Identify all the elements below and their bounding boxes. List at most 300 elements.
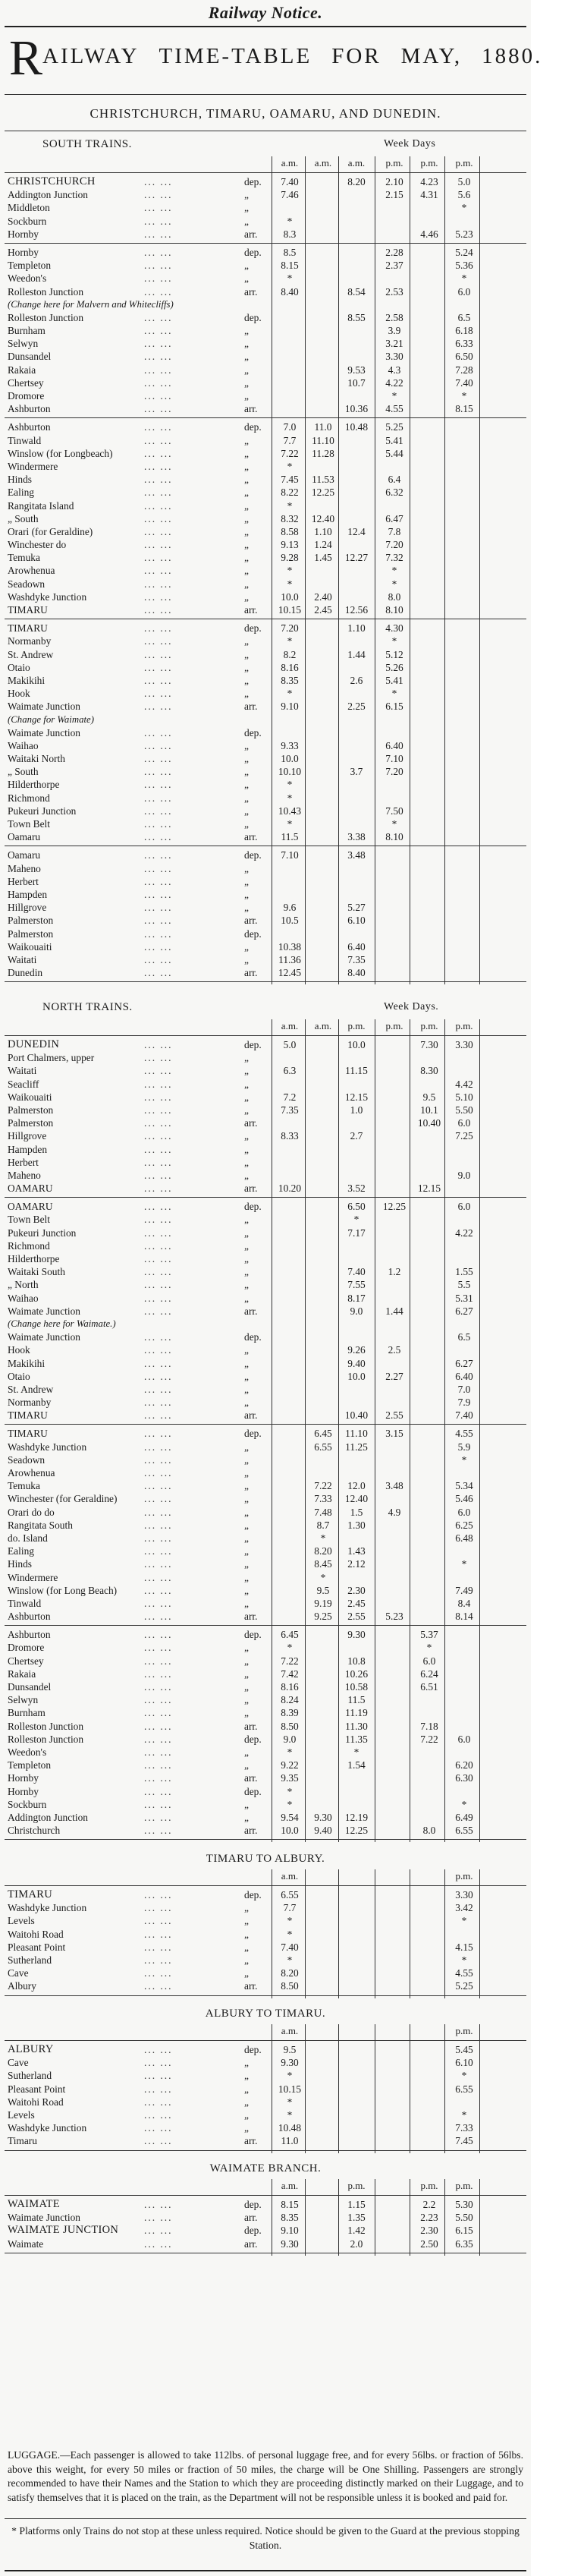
time-cell: 7.45 — [281, 474, 299, 486]
arr-dep-label: arr. — [244, 967, 258, 979]
leader-dots: ... ... — [144, 2237, 173, 2250]
time-header-row — [5, 2024, 526, 2038]
timetable-row — [5, 862, 526, 875]
time-cell: 6.51 — [420, 1681, 438, 1693]
timetable-row — [5, 1441, 526, 1453]
leader-dots: ... ... — [144, 1611, 173, 1623]
station-name: Waimate — [8, 2237, 44, 2250]
time-cell: 12.0 — [347, 1480, 366, 1492]
arr-dep-label: „ — [244, 434, 249, 446]
arr-dep-label: dep. — [244, 2225, 262, 2237]
time-cell: 7.40 — [455, 1409, 473, 1422]
title-word: FOR — [331, 44, 381, 68]
time-cell: 6.0 — [457, 1201, 471, 1213]
header-rule — [5, 2195, 526, 2196]
leader-dots: ... ... — [144, 1545, 173, 1557]
time-cell: 1.30 — [347, 1519, 366, 1531]
time-cell: 8.32 — [281, 512, 299, 524]
timetable-row — [5, 246, 526, 259]
leader-dots: ... ... — [144, 565, 173, 577]
time-cell: 8.20 — [314, 1545, 332, 1557]
time-cell: 12.45 — [278, 967, 302, 979]
leader-dots: ... ... — [144, 701, 173, 713]
time-cell: 9.26 — [347, 1344, 366, 1356]
timetable-row — [5, 635, 526, 647]
timetable-row — [5, 1331, 526, 1343]
timetable-row — [5, 1720, 526, 1733]
station-name: Addington Junction — [8, 1811, 89, 1823]
arr-dep-label: dep. — [244, 726, 262, 738]
timetable-row — [5, 337, 526, 350]
timetable-row — [5, 175, 526, 188]
station-name: Washdyke Junction — [8, 1902, 87, 1914]
station-name: Weedon's — [8, 272, 47, 285]
leader-dots: ... ... — [144, 1239, 173, 1252]
time-cell: 6.27 — [455, 1357, 473, 1369]
leader-dots: ... ... — [144, 1954, 173, 1966]
time-cell: 2.30 — [420, 2225, 438, 2237]
time-cell: * — [353, 1746, 359, 1758]
timetable-row — [5, 499, 526, 512]
time-cell: 8.40 — [347, 967, 366, 979]
timetable-row — [5, 765, 526, 778]
time-cell: 3.42 — [455, 1902, 473, 1914]
period-label: a.m. — [314, 1020, 332, 1031]
arr-dep-label: „ — [244, 1655, 249, 1667]
arr-dep-label: „ — [244, 1597, 249, 1609]
time-cell: 11.25 — [345, 1441, 368, 1453]
arr-dep-label: arr. — [244, 1980, 258, 1992]
leader-dots: ... ... — [144, 434, 173, 446]
header-rule — [5, 172, 526, 173]
time-cell: 9.5 — [422, 1091, 436, 1103]
waimate-branch-timetable — [5, 2179, 526, 2256]
time-cell: 9.30 — [314, 1811, 332, 1823]
station-name: Rakaia — [8, 1667, 36, 1680]
timetable-row — [5, 1979, 526, 1992]
timetable-row — [5, 1078, 526, 1091]
arr-dep-label: arr. — [244, 1117, 258, 1129]
leader-dots: ... ... — [144, 1825, 173, 1837]
time-cell: 10.0 — [347, 1039, 366, 1050]
leader-dots: ... ... — [144, 2135, 173, 2147]
arr-dep-label: dep. — [244, 176, 262, 187]
time-cell: 6.40 — [347, 940, 366, 953]
station-name: Town Belt — [8, 818, 50, 830]
column-rule — [338, 156, 339, 984]
time-cell: 6.24 — [420, 1667, 438, 1680]
arr-dep-label: „ — [244, 1156, 249, 1168]
time-cell: 10.1 — [420, 1104, 438, 1116]
leader-dots: ... ... — [144, 2070, 173, 2082]
leader-dots: ... ... — [144, 2096, 173, 2108]
timetable-row — [5, 1584, 526, 1597]
arr-dep-label: „ — [244, 1214, 249, 1226]
arr-dep-label: „ — [244, 1065, 249, 1077]
time-cell: 6.0 — [457, 1733, 471, 1745]
time-cell: 2.5 — [388, 1344, 401, 1356]
station-name: Waikouaiti — [8, 1091, 52, 1103]
column-rule — [338, 2179, 339, 2256]
leader-dots: ... ... — [144, 1532, 173, 1544]
timetable-row — [5, 1680, 526, 1693]
time-header-row — [5, 1869, 526, 1883]
leader-dots: ... ... — [144, 285, 173, 298]
time-cell: * — [320, 1532, 326, 1544]
column-rule — [338, 1869, 339, 1998]
time-cell: 6.15 — [455, 2225, 473, 2237]
column-rule — [444, 1869, 445, 1998]
timetable-row — [5, 1182, 526, 1195]
time-cell: 7.20 — [385, 766, 403, 778]
arr-dep-label: arr. — [244, 2237, 258, 2250]
timetable-row — [5, 1746, 526, 1759]
leader-dots: ... ... — [144, 1292, 173, 1304]
station-name: Waitati — [8, 1065, 37, 1077]
station-name: Hampden — [8, 1143, 48, 1155]
time-cell: 7.46 — [281, 189, 299, 201]
arr-dep-label: „ — [244, 1253, 249, 1264]
time-cell: 7.50 — [385, 805, 403, 817]
station-name: Pleasant Point — [8, 2083, 66, 2095]
leader-dots: ... ... — [144, 390, 173, 402]
arr-dep-label: dep. — [244, 2044, 262, 2055]
leader-dots: ... ... — [144, 260, 173, 272]
leader-dots: ... ... — [144, 1667, 173, 1680]
leader-dots: ... ... — [144, 1629, 173, 1641]
time-cell: 9.5 — [316, 1584, 330, 1596]
leader-dots: ... ... — [144, 1344, 173, 1356]
south-week-days: Week Days — [384, 138, 436, 150]
time-cell: 9.10 — [281, 2225, 299, 2237]
station-name: Waimate Junction — [8, 2212, 80, 2224]
station-name: Waihao — [8, 739, 39, 751]
arr-dep-label: dep. — [244, 1889, 262, 1901]
period-label: p.m. — [455, 2025, 473, 2036]
timetable-row — [5, 1305, 526, 1318]
leader-dots: ... ... — [144, 1453, 173, 1466]
arr-dep-label: „ — [244, 1694, 249, 1706]
arr-dep-label: „ — [244, 674, 249, 686]
time-cell: 6.45 — [281, 1629, 299, 1641]
timetable-row — [5, 1628, 526, 1641]
time-cell: 12.15 — [344, 1091, 369, 1103]
time-cell: 11.0 — [314, 421, 332, 433]
time-cell: 6.27 — [455, 1305, 473, 1317]
time-cell: 6.10 — [347, 915, 366, 927]
time-cell: 7.9 — [457, 1397, 471, 1409]
leader-dots: ... ... — [144, 1266, 173, 1278]
timetable-row — [5, 1888, 526, 1901]
time-cell: 9.28 — [281, 552, 299, 564]
leader-dots: ... ... — [144, 1928, 173, 1940]
timetable-row — [5, 1941, 526, 1954]
arr-dep-label: „ — [244, 888, 249, 900]
time-cell: 2.28 — [385, 246, 403, 258]
leader-dots: ... ... — [144, 1746, 173, 1758]
leader-dots: ... ... — [144, 2122, 173, 2134]
arr-dep-label: „ — [244, 1571, 249, 1583]
time-cell: 5.0 — [457, 176, 471, 187]
leader-dots: ... ... — [144, 2199, 173, 2210]
time-cell: 9.6 — [283, 902, 297, 914]
timetable-row — [5, 1771, 526, 1784]
time-cell: 8.33 — [281, 1130, 299, 1142]
time-cell: 1.15 — [347, 2199, 366, 2210]
station-name: Palmerston — [8, 915, 54, 927]
station-name: Washdyke Junction — [8, 1441, 87, 1453]
timetable-row — [5, 1278, 526, 1291]
time-cell: * — [287, 1928, 293, 1940]
time-cell: 4.46 — [420, 228, 438, 240]
leader-dots: ... ... — [144, 1383, 173, 1395]
time-cell: * — [287, 688, 293, 700]
title-word: AILWAY — [42, 44, 140, 68]
time-cell: 10.40 — [417, 1117, 441, 1129]
time-cell: 5.23 — [455, 228, 473, 240]
timetable-row — [5, 1811, 526, 1824]
time-cell: 5.31 — [455, 1292, 473, 1304]
station-name: St. Andrew — [8, 1383, 54, 1395]
time-cell: 1.10 — [347, 622, 366, 635]
station-name: Pleasant Point — [8, 1941, 66, 1953]
station-name: Burnham — [8, 325, 46, 337]
time-cell: 7.18 — [420, 1720, 438, 1732]
station-name: DUNEDIN — [8, 1038, 60, 1050]
arr-dep-label: „ — [244, 565, 249, 577]
time-cell: 10.0 — [281, 1825, 299, 1837]
timetable-row — [5, 350, 526, 363]
station-name: Seacliff — [8, 1078, 39, 1090]
timetable-row — [5, 1824, 526, 1837]
leader-dots: ... ... — [144, 792, 173, 804]
time-cell: 5.6 — [457, 189, 471, 201]
timetable-row — [5, 402, 526, 415]
arr-dep-label: arr. — [244, 831, 258, 843]
timetable-row — [5, 1785, 526, 1798]
timetable-row — [5, 2083, 526, 2096]
leader-dots: ... ... — [144, 338, 173, 350]
arr-dep-label: „ — [244, 805, 249, 817]
time-cell: 1.5 — [350, 1506, 363, 1518]
timaru-albury-title: TIMARU TO ALBURY. — [206, 1853, 325, 1865]
timetable-row — [5, 512, 526, 525]
time-cell: 10.5 — [281, 915, 299, 927]
station-name: (Change here for Malvern and Whitecliffs) — [8, 298, 174, 310]
arr-dep-label: „ — [244, 447, 249, 459]
time-cell: 7.10 — [385, 753, 403, 765]
timetable-row — [5, 2224, 526, 2237]
time-cell: 8.14 — [455, 1611, 473, 1623]
time-cell: 7.20 — [385, 539, 403, 551]
leader-dots: ... ... — [144, 1201, 173, 1213]
time-cell: 5.37 — [420, 1629, 438, 1641]
title-word: MAY, — [400, 44, 463, 68]
leader-dots: ... ... — [144, 818, 173, 830]
time-cell: 11.30 — [345, 1720, 368, 1732]
leader-dots: ... ... — [144, 1467, 173, 1479]
leader-dots: ... ... — [144, 1078, 173, 1090]
time-cell: * — [287, 1798, 293, 1810]
leader-dots: ... ... — [144, 1707, 173, 1719]
station-name: Timaru — [8, 2135, 37, 2147]
station-name: Waikouaiti — [8, 940, 52, 953]
timetable-row — [5, 1641, 526, 1654]
time-cell: 6.18 — [455, 325, 473, 337]
timetable-row — [5, 2198, 526, 2211]
leader-dots: ... ... — [144, 1091, 173, 1103]
leader-dots: ... ... — [144, 1772, 173, 1784]
station-name: Hinds — [8, 474, 32, 486]
time-cell: 7.20 — [281, 622, 299, 635]
arr-dep-label: „ — [244, 487, 249, 499]
column-rule — [444, 2179, 445, 2256]
time-cell: 2.45 — [314, 604, 332, 616]
arr-dep-label: „ — [244, 325, 249, 337]
station-name: „ South — [8, 512, 39, 524]
arr-dep-label: „ — [244, 1493, 249, 1505]
time-cell: 8.50 — [281, 1720, 299, 1732]
time-cell: 4.55 — [455, 1428, 473, 1440]
time-cell: 4.42 — [455, 1078, 473, 1090]
timetable-row — [5, 311, 526, 324]
station-name: Winchester do — [8, 539, 67, 551]
period-label: a.m. — [281, 2025, 299, 2036]
time-cell: 8.17 — [347, 1292, 366, 1304]
time-cell: 10.58 — [344, 1681, 369, 1693]
station-name: Sutherland — [8, 2070, 52, 2082]
time-cell: 6.5 — [457, 311, 471, 323]
time-cell: 1.24 — [314, 539, 332, 551]
timetable-row — [5, 849, 526, 861]
station-name: Palmerston — [8, 1104, 54, 1116]
timetable-row — [5, 2121, 526, 2134]
bottom-rule — [5, 2570, 526, 2571]
station-name: Rakaia — [8, 364, 36, 376]
station-name: Rolleston Junction — [8, 1720, 84, 1732]
leader-dots: ... ... — [144, 351, 173, 363]
timetable-row — [5, 1396, 526, 1409]
time-cell: 10.0 — [281, 753, 299, 765]
timetable-row — [5, 674, 526, 687]
station-name: Chertsey — [8, 1655, 44, 1667]
timetable-row — [5, 1610, 526, 1623]
time-cell: 4.15 — [455, 1941, 473, 1953]
station-name: TIMARU — [8, 1888, 52, 1901]
timetable-row — [5, 285, 526, 298]
station-name: WAIMATE JUNCTION — [8, 2224, 119, 2237]
time-cell: 10.15 — [278, 604, 302, 616]
leader-dots: ... ... — [144, 875, 173, 887]
arr-dep-label: dep. — [244, 1785, 262, 1797]
time-cell: 2.10 — [385, 176, 403, 187]
station-name: Normanby — [8, 635, 52, 647]
leader-dots: ... ... — [144, 779, 173, 791]
time-cell: 10.10 — [278, 766, 302, 778]
time-cell: 11.36 — [278, 953, 301, 965]
leader-dots: ... ... — [144, 1571, 173, 1583]
leader-dots: ... ... — [144, 578, 173, 590]
leader-dots: ... ... — [144, 1915, 173, 1927]
station-name: Pukeuri Junction — [8, 1227, 77, 1239]
station-name: Herbert — [8, 1156, 39, 1168]
leader-dots: ... ... — [144, 1169, 173, 1181]
station-name: Addington Junction — [8, 189, 89, 201]
arr-dep-label: „ — [244, 779, 249, 791]
arr-dep-label: arr. — [244, 228, 258, 240]
station-name: Selwyn — [8, 338, 39, 350]
station-name: Maheno — [8, 862, 41, 874]
leader-dots: ... ... — [144, 753, 173, 765]
leader-dots: ... ... — [144, 927, 173, 940]
time-cell: * — [461, 1915, 467, 1927]
header-rule — [5, 1885, 526, 1886]
leader-dots: ... ... — [144, 474, 173, 486]
arr-dep-label: „ — [244, 2122, 249, 2134]
station-name: Burnham — [8, 1707, 46, 1719]
arr-dep-label: „ — [244, 552, 249, 564]
leader-dots: ... ... — [144, 766, 173, 778]
station-name: Hornby — [8, 1785, 39, 1797]
leader-dots: ... ... — [144, 1558, 173, 1570]
leader-dots: ... ... — [144, 539, 173, 551]
time-cell: * — [461, 202, 467, 214]
leader-dots: ... ... — [144, 1798, 173, 1810]
time-cell: 5.44 — [385, 447, 403, 459]
timetable-row — [5, 1557, 526, 1570]
time-cell: 2.27 — [385, 1370, 403, 1382]
timetable-row — [5, 1227, 526, 1239]
timetable-row — [5, 1292, 526, 1305]
arr-dep-label: „ — [244, 1746, 249, 1758]
column-rule — [444, 156, 445, 984]
time-cell: * — [391, 688, 397, 700]
arr-dep-label: „ — [244, 1130, 249, 1142]
timetable-row — [5, 590, 526, 603]
timetable-row — [5, 888, 526, 901]
timetable-row — [5, 1038, 526, 1051]
arr-dep-label: „ — [244, 1453, 249, 1466]
time-cell: 10.0 — [347, 1370, 366, 1382]
time-cell: * — [287, 1954, 293, 1966]
station-name: (Change for Waimate) — [8, 713, 94, 725]
arr-dep-label: „ — [244, 1759, 249, 1771]
time-cell: 10.26 — [344, 1667, 369, 1680]
time-cell: 5.41 — [385, 434, 403, 446]
timetable-row — [5, 1693, 526, 1706]
time-cell: 5.23 — [385, 1611, 403, 1623]
arr-dep-label: „ — [244, 539, 249, 551]
leader-dots: ... ... — [144, 831, 173, 843]
leader-dots: ... ... — [144, 1759, 173, 1771]
station-name: TIMARU — [8, 622, 48, 635]
timetable-row — [5, 661, 526, 674]
timetable-row — [5, 622, 526, 635]
arr-dep-label: „ — [244, 1798, 249, 1810]
time-cell: 6.55 — [455, 1825, 473, 1837]
timetable-row — [5, 2069, 526, 2082]
timetable-row — [5, 1427, 526, 1440]
time-cell: * — [461, 390, 467, 402]
period-label: a.m. — [314, 157, 332, 168]
leader-dots: ... ... — [144, 940, 173, 953]
time-cell: * — [287, 272, 293, 285]
time-cell: 8.16 — [281, 661, 299, 673]
station-name: Otaio — [8, 661, 30, 673]
timetable-row — [5, 1213, 526, 1226]
south-section-heading — [5, 135, 526, 155]
station-name: Sockburn — [8, 215, 47, 227]
